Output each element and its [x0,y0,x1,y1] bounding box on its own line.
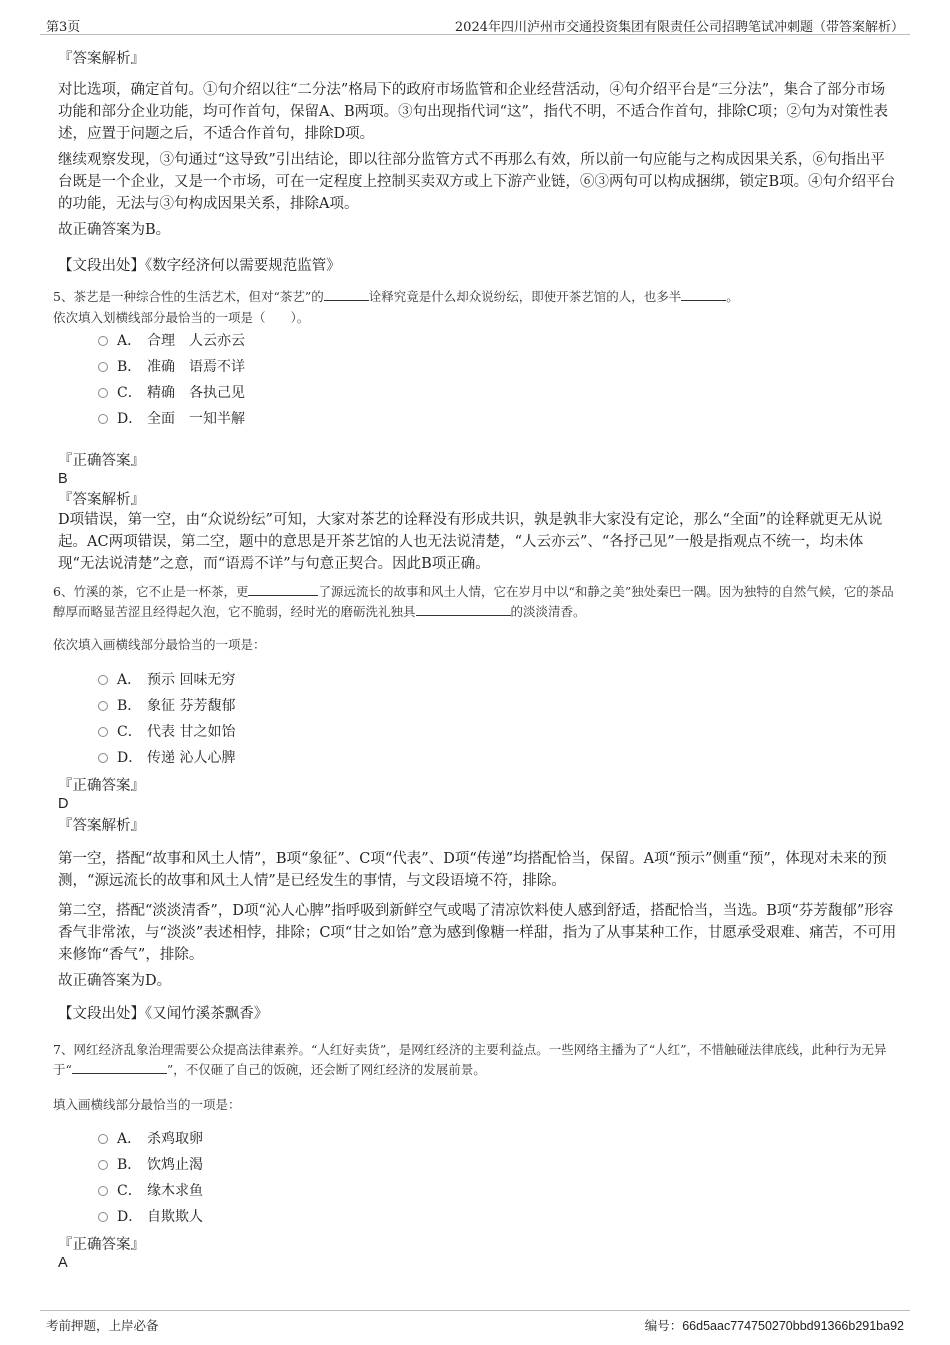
question-6-instruction: 依次填入画横线部分最恰当的一项是： [53,637,266,652]
correct-answer: D [58,796,69,812]
footer-slogan: 考前押题，上岸必备 [46,1318,159,1333]
radio-icon[interactable] [98,362,108,372]
analysis-label: 『答案解析』 [58,492,145,508]
fill-blank [681,288,726,301]
analysis-paragraph: 对比选项，确定首句。①句介绍以往“二分法”格局下的政府市场监管和企业经营活动，④句介绍平台是“三分法”，集合了部分市场功能和部分企业功能，均可作首句，保留A、B两项。③句出现指代词“这”，指代不明，不适合作首句，排除C项；②句为对策性表述，应置于问题之后，不适合作首句，排除D项。 [58,82,889,142]
correct-answer-label: 『正确答案』 [58,778,145,794]
option-b[interactable]: B． 准确 语焉不详 [98,357,245,377]
question-6-stem: 6、竹溪的茶，它不止是一杯茶，更 了源远流长的故事和风土人情，它在岁月中以“和静之美”独处秦巴一隅。因为独特的自然气候，它的茶品醇厚而略显苦涩且经得起久泡，它不脆弱，经时光的磨砺洗礼独具 的淡淡清香。 [53,584,894,619]
option-d[interactable]: D． 传递 沁人心脾 [98,748,235,768]
correct-answer: B [58,471,68,487]
page-header [40,14,910,35]
fill-blank [248,583,318,596]
option-c[interactable]: C． 精确 各执己见 [98,383,245,403]
analysis-paragraph: 继续观察发现，③句通过“这导致”引出结论，即以往部分监管方式不再那么有效，所以前一句应能与之构成因果关系，⑥句指出平台既是一个企业，又是一个市场，可在一定程度上控制买卖双方或上下游产业链，⑥③两句可以构成捆绑，锁定B项。④句介绍平台的功能，无法与③句构成因果关系，排除A项。 [58,152,896,212]
question-5-instruction: 依次填入划横线部分最恰当的一项是（ ）。 [53,310,310,325]
conclusion: 故正确答案为B。 [58,222,171,238]
question-7-stem: 7、网红经济乱象治理需要公众提高法律素养。“人红好卖货”，是网红经济的主要利益点。一些网络主播为了“人红”，不惜触碰法律底线，此种行为无异于“ ”，不仅砸了自己的饭碗，还会断了网红经济的发展前景。 [53,1042,887,1077]
conclusion: 故正确答案为D。 [58,973,172,989]
radio-icon[interactable] [98,701,108,711]
question-7-instruction: 填入画横线部分最恰当的一项是： [53,1097,241,1112]
fill-blank [72,1061,167,1074]
analysis-label: 『答案解析』 [58,818,145,834]
source-citation: 【文段出处】《数字经济何以需要规范监管》 [58,258,341,274]
radio-icon[interactable] [98,1186,108,1196]
radio-icon[interactable] [98,336,108,346]
page-number: 第3页 [46,20,81,35]
option-d[interactable]: D． 自欺欺人 [98,1207,203,1227]
option-b[interactable]: B． 饮鸩止渴 [98,1155,203,1175]
radio-icon[interactable] [98,753,108,763]
option-c[interactable]: C． 代表 甘之如饴 [98,722,235,742]
radio-icon[interactable] [98,388,108,398]
radio-icon[interactable] [98,1212,108,1222]
correct-answer: A [58,1255,68,1271]
document-code: 编号：66d5aac774750270bbd91366b291ba92 [644,1318,904,1333]
radio-icon[interactable] [98,675,108,685]
option-c[interactable]: C． 缘木求鱼 [98,1181,203,1201]
question-5-stem: 5、茶艺是一种综合性的生活艺术，但对“茶艺”的 诠释究竟是什么却众说纷纭，即使开茶艺馆的人，也多半 。 [53,289,739,304]
page-footer [40,1310,910,1335]
analysis-label: 『答案解析』 [58,51,145,67]
radio-icon[interactable] [98,414,108,424]
option-d[interactable]: D． 全面 一知半解 [98,409,245,429]
fill-blank [324,288,369,301]
source-citation: 【文段出处】《又闻竹溪茶飘香》 [58,1006,269,1022]
analysis-paragraph: D项错误，第一空，由“众说纷纭”可知，大家对茶艺的诠释没有形成共识，孰是孰非大家没有定论，那么“全面”的诠释就更无从说起。AC两项错误，第二空，题中的意思是开茶艺馆的人也无法说清楚，“人云亦云”、“各抒己见”一般是指观点不统一，均未体现“无法说清楚”之意，而“语焉不详”与句意正契合。因此B项正确。 [58,512,883,572]
option-a[interactable]: A． 合理 人云亦云 [98,331,245,351]
option-a[interactable]: A． 杀鸡取卵 [98,1129,203,1149]
correct-answer-label: 『正确答案』 [58,1237,145,1253]
radio-icon[interactable] [98,727,108,737]
analysis-paragraph: 第一空，搭配“故事和风土人情”，B项“象征”、C项“代表”、D项“传递”均搭配恰当，保留。A项“预示”侧重“预”，体现对未来的预测，“源远流长的故事和风土人情”是已经发生的事情，与文段语境不符，排除。 [58,851,887,889]
document-title: 2024年四川泸州市交通投资集团有限责任公司招聘笔试冲刺题（带答案解析） [454,20,904,35]
fill-blank [416,603,511,616]
radio-icon[interactable] [98,1160,108,1170]
option-a[interactable]: A． 预示 回味无穷 [98,670,235,690]
radio-icon[interactable] [98,1134,108,1144]
analysis-paragraph: 第二空，搭配“淡淡清香”，D项“沁人心脾”指呼吸到新鲜空气或喝了清凉饮料使人感到舒适，搭配恰当，当选。B项“芬芳馥郁”形容香气非常浓，与“淡淡”表述相悖，排除；C项“甘之如饴”意为感到像糖一样甜，指为了从事某种工作，甘愿承受艰难、痛苦，不可用来修饰“香气”，排除。 [58,903,897,963]
option-b[interactable]: B． 象征 芬芳馥郁 [98,696,235,716]
correct-answer-label: 『正确答案』 [58,453,145,469]
